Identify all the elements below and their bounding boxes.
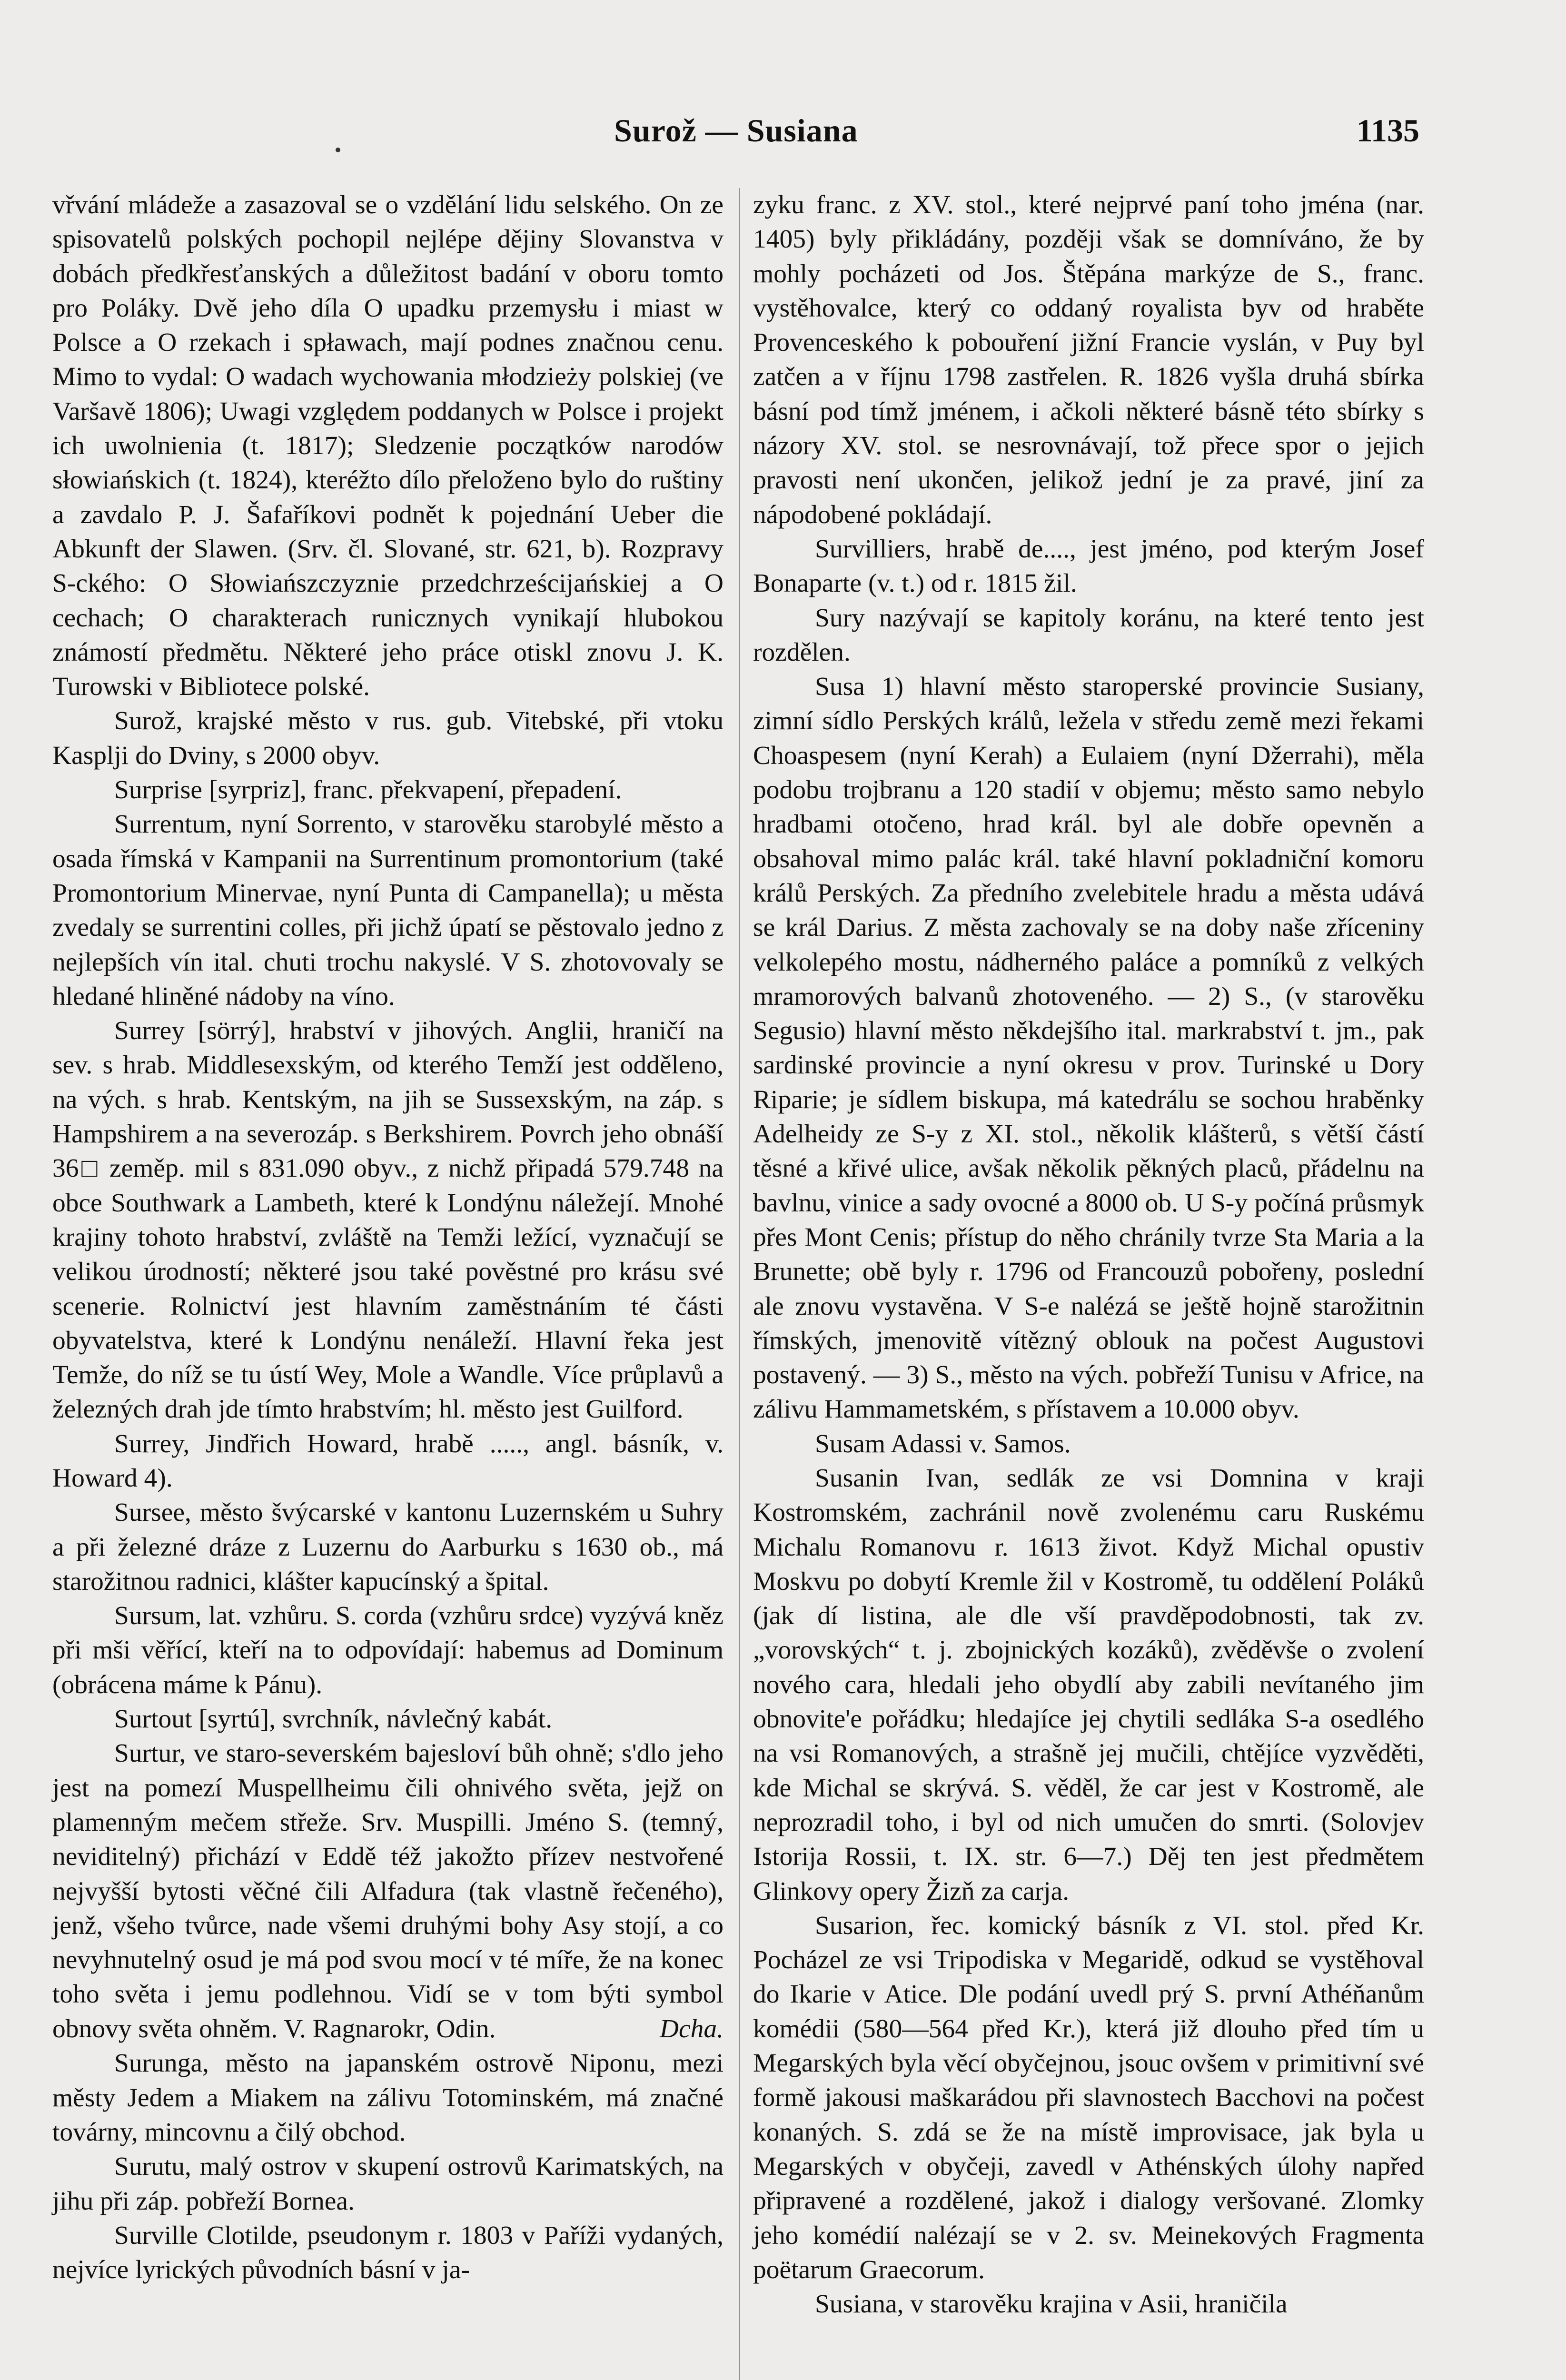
entry-surtur: Surtur, ve staro-severském bajesloví bůh ohně; s'dlo jeho jest na pomezí Muspellheimu čili ohnivého světa, jejž on plamenným mečem střeže. Srv. Muspilli. Jméno S. (temný, neviditelný) přichází v Eddě též jakožto přízev nestvořené nejvyšší bytosti věčné čili Alfadura (tak vlastně řečeného), jenž, všeho tvůrce, nade všemi druhými bohy Asy stojí, a co nevyhnutelný osud je má pod svou mocí v té míře, že na konec toho světa i jemu podlehnou. Vidí se v tom býti symbol obnovy světa ohněm. V. Ragnarokr, Odin. [52, 1739, 724, 2043]
entry-surrey: Surrey [sörrý], hrabství v jihových. Anglii, hraničí na sev. s hrab. Middlesexským, od kterého Temží jest odděleno, na vých. s hrab. Kentským, na jih se Sussexským, na záp. s Hampshirem a na severozáp. s Berkshirem. Povrch jeho obnáší 36□ zeměp. mil s 831.090 obyv., z nichž připadá 579.748 na obce Southwark a Lambeth, které k Londýnu náležejí. Mnohé krajiny tohoto hrabství, zvláště na Temži ležící, vyznačují se velikou úrodností; některé jsou také pověstné pro krásu své scenerie. Rolnictví jest hlavním zaměstnáním té části obyvatelstva, které k Londýnu nenáleží. Hlavní řeka jest Temže, do níž se tu ústí Wey, Mole a Wandle. Více průplavů a železných drah jde tímto hrabstvím; hl. město jest Guilford. [52, 1016, 724, 1424]
entry-surville: Surville Clotilde, pseudonym r. 1803 v Paříži vydaných, nejvíce lyrických původních básní v ja- [52, 2221, 724, 2285]
running-title: Surož — Susiana [614, 112, 858, 149]
left-column [52, 188, 724, 2287]
entry-surrentum: Surrentum, nyní Sorrento, v starověku starobylé město a osada římská v Kampanii na Surrentinum promontorium (také Promontorium Minervae, nyní Punta di Campanella); u města zvedaly se surrentini colles, při jichž úpatí se pěstovalo jedno z nejlepších vín ital. chuti trochu nakyslé. V S. zhotovovaly se hledané hliněné nádoby na víno. [52, 810, 724, 1011]
entry-surutu: Surutu, malý ostrov v skupení ostrovů Karimatských, na jihu při záp. pobřeží Bornea. [52, 2152, 724, 2216]
entry-survilliers: Survilliers, hrabě de...., jest jméno, pod kterým Josef Bonaparte (v. t.) od r. 1815 žil. [753, 534, 1424, 598]
entry-sursum: Sursum, lat. vzhůru. S. corda (vzhůru srdce) vyzývá kněz při mši věřící, kteří na to odpovídají: habemus ad Dominum (obrácena máme k Pánu). [52, 1601, 724, 1699]
page-number: 1135 [1356, 112, 1419, 149]
column-divider [739, 188, 740, 2380]
entry-susam-adassi: Susam Adassi v. Samos. [815, 1429, 1071, 1458]
entry-surrey-howard: Surrey, Jindřich Howard, hrabě ....., angl. básník, v. Howard 4). [52, 1429, 724, 1493]
entry-susiana: Susiana, v starověku krajina v Asii, hraničila [815, 2290, 1288, 2319]
entry-susarion: Susarion, řec. komický básník z VI. stol. před Kr. Pocházel ze vsi Tripodiska v Megaridě, odkud se vystěhoval do Ikarie v Atice. Dle podání uvedl prý S. první Athéňanům komédii (580—564 před Kr.), která již dlouho před tím u Megarských byla věcí obyčejnou, jsouc ovšem v primitivní své formě jakousi maškarádou při slavnostech Bacchovi na počest konaných. S. zdá se že na místě improvisace, jak byla u Megarských v obyčeji, zavedl v Athénských úlohy napřed připravené a rozdělené, jakož i dialogy veršované. Zlomky jeho komédií nalézají se v 2. sv. Meinekových Fragmenta poëtarum Graecorum. [753, 1911, 1424, 2284]
entry-susa: Susa 1) hlavní město staroperské provincie Susiany, zimní sídlo Perských králů, ležela v středu země mezi řekami Choaspesem (nyní Kerah) a Eulaiem (nyní Džerrahi), měla podobu trojbranu a 120 stadií v objemu; město samo nebylo hradbami otočeno, hrad král. byl ale dobře opevněn a obsahoval mimo palác král. také hlavní pokladniční komoru králů Perských. Za předního zvelebitele hradu a města udává se král Darius. Z města zachovaly se na doby naše zříceniny velkolepého mostu, nádherného paláce a pomníků z velkých mramorových balvanů zhotoveného. — 2) S., (v starověku Segusio) hlavní město někdejšího ital. markrabství t. jm., pak sardinské provincie a nyní okresu v prov. Turinské u Dory Riparie; je sídlem biskupa, má katedrálu se sochou hraběnky Adelheidy ze S-y z XI. stol., několik klášterů, s větší částí těsné a křivé ulice, avšak několik pěkných placů, přádelnu na bavlnu, vinice a sady ovocné a 8000 ob. U S-y počíná průsmyk přes Mont Cenis; přístup do něho chránily tvrze Sta Maria a la Brunette; obě byly r. 1796 od Francouzů pobořeny, poslední ale znovu vystavěna. V S-e nalézá se ještě hojně starožitnin římských, jmenovitě vítězný oblouk na počest Augustovi postavený. — 3) S., město na vých. pobřeží Tunisu v Africe, na zálivu Hammametském, s přístavem a 10.000 obyv. [753, 672, 1424, 1424]
entry-text: vřvání mládeže a zasazoval se o vzdělání lidu selského. On ze spisovatelů polských pochopil nejlépe dějiny Slovanstva v dobách předkřesťanských a důležitost badání v oboru tomto pro Poláky. Dvě jeho díla O upadku przemysłu i miast w Polsce a O rzekach i spławach, mají podnes značnou cenu. Mimo to vydal: O wadach wychowania młodzieży polskiej (ve Varšavě 1806); Uwagi vzględem poddanych w Polsce i projekt ich uwolnienia (t. 1817); Sledzenie początków narodów słowiańskich (t. 1824), kteréžto dílo přeloženo bylo do ruštiny a zavdalo P. J. Šafaříkovi podnět k pojednání Ueber die Abkunft der Slawen. (Srv. čl. Slované, str. 621, b). Rozpravy S-ckého: O Słowiańszczyznie przedchrześcijańskiej a O cechach; O charakterach runicznych vynikají hlubokou známostí předmětu. Některé jeho práce otiskl znovu J. K. Turowski v Bibliotece polské. [52, 190, 724, 702]
page-header [0, 112, 1566, 164]
entry-surtout: Surtout [syrtú], svrchník, návlečný kabát. [114, 1705, 553, 1734]
entry-suroz: Surož, krajské město v rus. gub. Vitebské, při vtoku Kasplji do Dviny, s 2000 obyv. [52, 706, 724, 770]
entry-text: zyku franc. z XV. stol., které nejprvé paní toho jména (nar. 1405) byly přikládány, později však se domníváno, že by mohly pocházeti od Jos. Štěpána markýze de S., franc. vystěhovalce, který co oddaný royalista byv od hraběte Provenceského k pobouření jižní Francie vyslán, v Puy byl zatčen a v říjnu 1798 zastřelen. R. 1826 vyšla druhá sbírka básní pod tímž jménem, i ačkoli některé básně této sbírky s názory XV. stol. se nesrovnávají, tož přece spor o jejich pravosti není ukončen, jelikož jední je za pravé, jiní za nápodobené pokládají. [753, 190, 1424, 529]
entry-surunga: Surunga, město na japanském ostrově Niponu, mezi městy Jedem a Miakem na zálivu Totominském, má značné továrny, mincovnu a čilý obchod. [52, 2049, 724, 2147]
entry-surprise: Surprise [syrpriz], franc. překvapení, přepadení. [114, 775, 622, 805]
right-column [753, 188, 1424, 2321]
entry-susanin: Susanin Ivan, sedlák ze vsi Domnina v kraji Kostromském, zachránil nově zvolenému caru Ruskému Michalu Romanovu r. 1613 život. Když Michal opustiv Moskvu po dobytí Kremle žil v Kostromě, tu oddělení Poláků (jak dí listina, ale dle vší pravděpodobnosti, tak zv. „vorovských“ t. j. zbojnických kozáků), zvěděvše o zvolení nového cara, hledali jeho obydlí aby zabili nevítaného jim obnovite'e pořádku; hledajíce jej chytili sedláka S-a osedlého na vsi Romanových, a strašně jej mučili, chtějíce vyzvěděti, kde Michal se skrývá. S. věděl, že car jest v Kostromě, ale neprozradil toho, i byl od nich umučen do smrti. (Solovjev Istorija Rossii, t. IX. str. 6—7.) Děj ten jest předmětem Glinkovy opery Žizň za carja. [753, 1463, 1424, 1906]
author-signature: Dcha. [659, 2014, 724, 2044]
entry-sury: Sury nazývají se kapitoly koránu, na které tento jest rozdělen. [753, 603, 1424, 667]
entry-sursee: Sursee, město švýcarské v kantonu Luzernském u Suhry a při železné dráze z Luzernu do Aarburku s 1630 ob., má starožitnou radnici, klášter kapucínský a špital. [52, 1498, 724, 1596]
